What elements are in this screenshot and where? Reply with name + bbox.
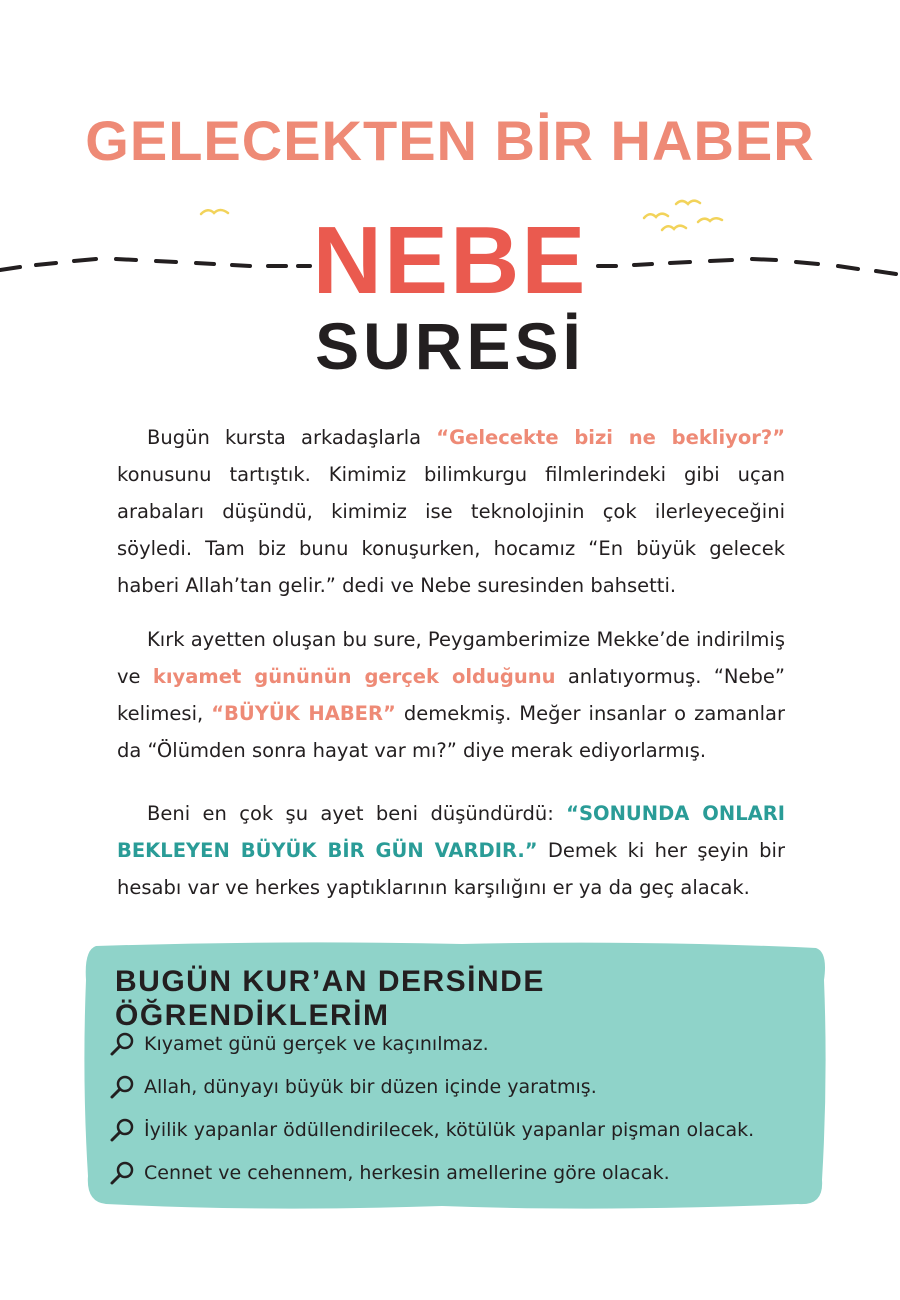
- list-item-text: İyilik yapanlar ödüllendirilecek, kötülük yapanlar pişman olacak.: [144, 1118, 755, 1141]
- list-item-text: Cennet ve cehennem, herkesin amellerine göre olacak.: [144, 1161, 670, 1184]
- list-item: [108, 1151, 754, 1194]
- magnifier-icon: [108, 1073, 136, 1101]
- paragraph-2: [117, 621, 785, 769]
- kicker-title: GELECEKTEN BİR HABER: [85, 109, 815, 172]
- list-item: [108, 1108, 754, 1151]
- highlight-kiyamet: kıyamet gününün gerçek olduğunu: [152, 665, 556, 688]
- paragraph-3: [117, 795, 785, 906]
- page-title: NEBE: [312, 207, 588, 314]
- paragraph-text: Beni en çok şu ayet beni düşündürdü:: [147, 802, 567, 825]
- highlight-buyuk-haber: “BÜYÜK HABER”: [211, 702, 396, 725]
- magnifier-icon: [108, 1159, 136, 1187]
- paragraph-text: demekmiş. Meğer insanlar o zamanlar da “Ölümden sonra hayat var mı?” diye merak ediyorlarmış.: [117, 702, 785, 762]
- paragraph-1: [117, 419, 785, 604]
- highlight-ayet: “SONUNDA ONLARI BEKLEYEN BÜYÜK BİR GÜN VARDIR.”: [117, 802, 785, 862]
- summary-title: BUGÜN KUR’AN DERSİNDE ÖĞRENDİKLERİM: [115, 965, 545, 1032]
- summary-list: [108, 1022, 754, 1194]
- paragraph-text: anlatıyormuş. “Nebe” kelimesi,: [117, 665, 785, 725]
- paragraph-text: Bugün kursta arkadaşlarla: [147, 426, 437, 449]
- page-subtitle: SURESİ: [315, 309, 585, 383]
- list-item: [108, 1022, 754, 1065]
- paragraph-text: Demek ki her şeyin bir hesabı var ve herkes yaptıklarının karşılığını er ya da geç alacak.: [117, 839, 785, 899]
- paragraph-text: konusunu tartıştık. Kimimiz bilimkurgu filmlerindeki gibi uçan arabaları düşündü, kimimiz ise teknolojinin çok ilerleyeceğini söyledi. Tam biz bunu konuşurken, hocamız “En büyük gelecek haberi Allah’tan gelir.” dedi ve Nebe suresinden bahsetti.: [117, 463, 785, 597]
- magnifier-icon: [108, 1030, 136, 1058]
- paragraph-text: Kırk ayetten oluşan bu sure, Peygamberimize Mekke’de indirilmiş ve: [117, 628, 785, 688]
- highlight-question: “Gelecekte bizi ne bekliyor?”: [436, 426, 786, 449]
- magnifier-icon: [108, 1116, 136, 1144]
- list-item-text: Allah, dünyayı büyük bir düzen içinde yaratmış.: [144, 1075, 597, 1098]
- list-item-text: Kıyamet günü gerçek ve kaçınılmaz.: [144, 1032, 489, 1055]
- list-item: [108, 1065, 754, 1108]
